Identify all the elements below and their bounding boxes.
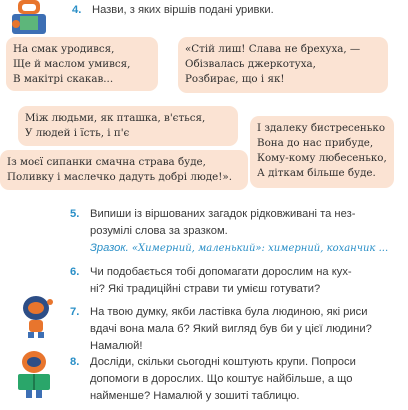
sample-label: Зразок.: [90, 242, 129, 254]
excerpt-line: Кому-кому любесенько,: [257, 152, 387, 164]
excerpt-line: А діткам більше буде.: [257, 167, 376, 179]
task-line: розумілі слова за зразком.: [90, 225, 228, 237]
excerpt-line: Поливку і маслечко дадуть добрі люде!».: [7, 171, 232, 183]
task-sample: [90, 240, 388, 257]
task-text: [92, 2, 274, 19]
task-number: 4.: [72, 4, 82, 16]
task-line: допомоги в дорослих. Що коштує найбільше, а що: [90, 373, 353, 385]
excerpt-line: У людей і їсть, і п'є: [25, 127, 130, 139]
robot-reading-book-icon: [12, 350, 56, 400]
task-number: 7.: [70, 306, 80, 318]
excerpt-line: «Стій лиш! Слава не брехуха, —: [185, 43, 361, 55]
excerpt-line: Ще й маслом умився,: [13, 58, 131, 70]
excerpt-line: На смак уродився,: [13, 43, 115, 55]
excerpt-box-5: [0, 150, 248, 190]
excerpt-box-4: [250, 116, 394, 188]
task-line: Намалюй!: [90, 340, 143, 352]
task-text: [90, 304, 372, 355]
task-line: Досліди, скільки сьогодні коштують крупи. Попроси: [90, 356, 356, 368]
excerpt-line: Розбирає, що і як!: [185, 73, 285, 85]
excerpt-box-1: [6, 37, 158, 91]
excerpt-line: Між людьми, як пташка, в'ється,: [25, 112, 206, 124]
task-number: 6.: [70, 266, 80, 278]
task-text: [90, 354, 356, 405]
task-line: Чи подобається тобі допомагати дорослим на кух-: [90, 266, 352, 278]
excerpt-box-3: [18, 106, 238, 146]
robot-reader-icon: [8, 0, 52, 36]
task-line: вдачі вона мала б? Який вигляд був би у цієї людини?: [90, 323, 372, 335]
excerpt-line: І здалеку бистресенько: [257, 122, 386, 134]
excerpt-line: Вона до нас прибуде,: [257, 137, 374, 149]
task-text: [90, 206, 388, 257]
task-line: На твою думку, якби ластівка була людиною, які риси: [90, 306, 368, 318]
task-line: Назви, з яких віршів подані уривки.: [92, 4, 274, 16]
excerpt-line: Обізвалась джеркотуха,: [185, 58, 316, 70]
excerpt-line: Із моєї сипанки смачна страва буде,: [7, 156, 206, 168]
task-text: [90, 264, 352, 298]
task-line: найменше? Намалюй у зошиті таблицю.: [90, 390, 300, 402]
task-line: ні? Які традиційні страви ти умієш готувати?: [90, 283, 321, 295]
task-number: 5.: [70, 208, 80, 220]
task-number: 8.: [70, 356, 80, 368]
robot-thinking-icon: [16, 294, 54, 338]
task-line: Випиши із віршованих загадок рідковживані та нез-: [90, 208, 356, 220]
excerpt-box-2: [178, 37, 388, 93]
excerpt-line: В макітрі скакав...: [13, 73, 114, 85]
sample-text: «Химерний, маленький»: химерний, коханчик ...: [131, 243, 389, 254]
